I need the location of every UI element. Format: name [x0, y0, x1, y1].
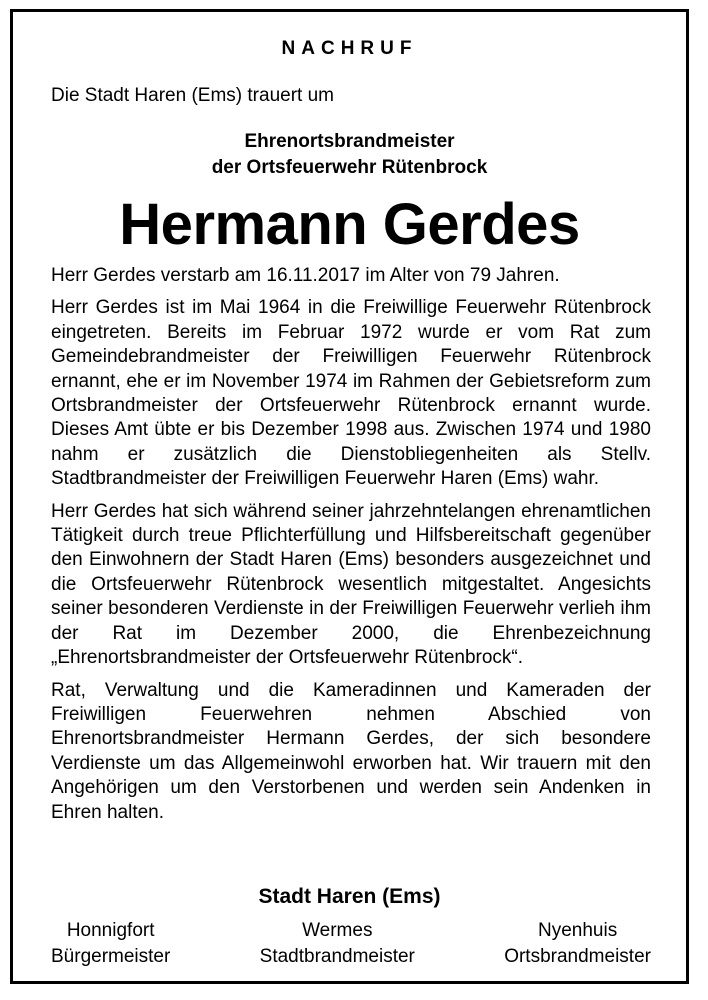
obituary-notice: [10, 9, 689, 984]
signer-name: Honnigfort: [66, 920, 155, 941]
signer-role: Bürgermeister: [51, 946, 171, 967]
paragraph-honors: Herr Gerdes hat sich während seiner jahrzehntelangen ehrenamtlichen Tätigkeit durch treue Pflichterfüllung und Hilfsbereitschaft gegenüber den Einwohnern der Stadt Haren (Ems) besonders ausgezeichnet und die Ortsfeuerwehr Rütenbrock wesentlich mitgestaltet. Angesichts seiner besonderen Verdienste in der Freiwilligen Feuerwehr verlieh ihm der Rat im Dezember 2000, die Ehrenbezeichnung „Ehrenortsbrandmeister der Ortsfeuerwehr Rütenbrock“.: [51, 500, 651, 669]
paragraph-farewell: Rat, Verwaltung und die Kameradinnen und Kameraden der Freiwilligen Feuerwehren nehmen Abschied von Ehrenortsbrandmeister Hermann Gerdes, der sich besondere Verdienste um das Allgemeinwohl erworben hat. Wir trauern mit den Angehörigen um den Verstorbenen und werden sein Andenken in Ehren halten.: [51, 679, 651, 823]
signers-row: [51, 918, 651, 970]
paragraph-death-date: Herr Gerdes verstarb am 16.11.2017 im Alter von 79 Jahren.: [51, 265, 560, 286]
organization-name: Stadt Haren (Ems): [258, 885, 441, 908]
intro-line: Die Stadt Haren (Ems) trauert um: [51, 85, 334, 106]
notice-title: NACHRUF: [281, 38, 418, 59]
deceased-name: Hermann Gerdes: [119, 192, 580, 257]
notice-body: [51, 264, 651, 833]
signer-mayor: [51, 918, 170, 970]
signer-name: Wermes: [302, 920, 373, 941]
signer-role: Ortsbrandmeister: [504, 946, 651, 967]
rank-line-2: der Ortsfeuerwehr Rütenbrock: [211, 157, 488, 178]
signer-city-fire-chief: [260, 918, 415, 970]
signer-role: Stadtbrandmeister: [259, 946, 415, 967]
paragraph-career: Herr Gerdes ist im Mai 1964 in die Freiwillige Feuerwehr Rütenbrock eingetreten. Bereits im Februar 1972 wurde er vom Rat zum Gemeindebrandmeister der Freiwilligen Feuerwehr Rütenbrock ernannt, ehe er im November 1974 im Rahmen der Gebietsreform zum Ortsbrandmeister der Ortsfeuerwehr Rütenbrock ernannt wurde. Dieses Amt übte er bis Dezember 1998 aus. Zwischen 1974 und 1980 nahm er zusätzlich die Dienstobliegenheiten als Stellv. Stadtbrandmeister der Freiwilligen Feuerwehr Haren (Ems) wahr.: [51, 297, 651, 490]
rank-line-1: Ehrenortsbrandmeister: [244, 131, 455, 152]
honorary-rank: [13, 129, 686, 181]
signer-local-fire-chief: [504, 918, 651, 970]
signer-name: Nyenhuis: [537, 920, 618, 941]
